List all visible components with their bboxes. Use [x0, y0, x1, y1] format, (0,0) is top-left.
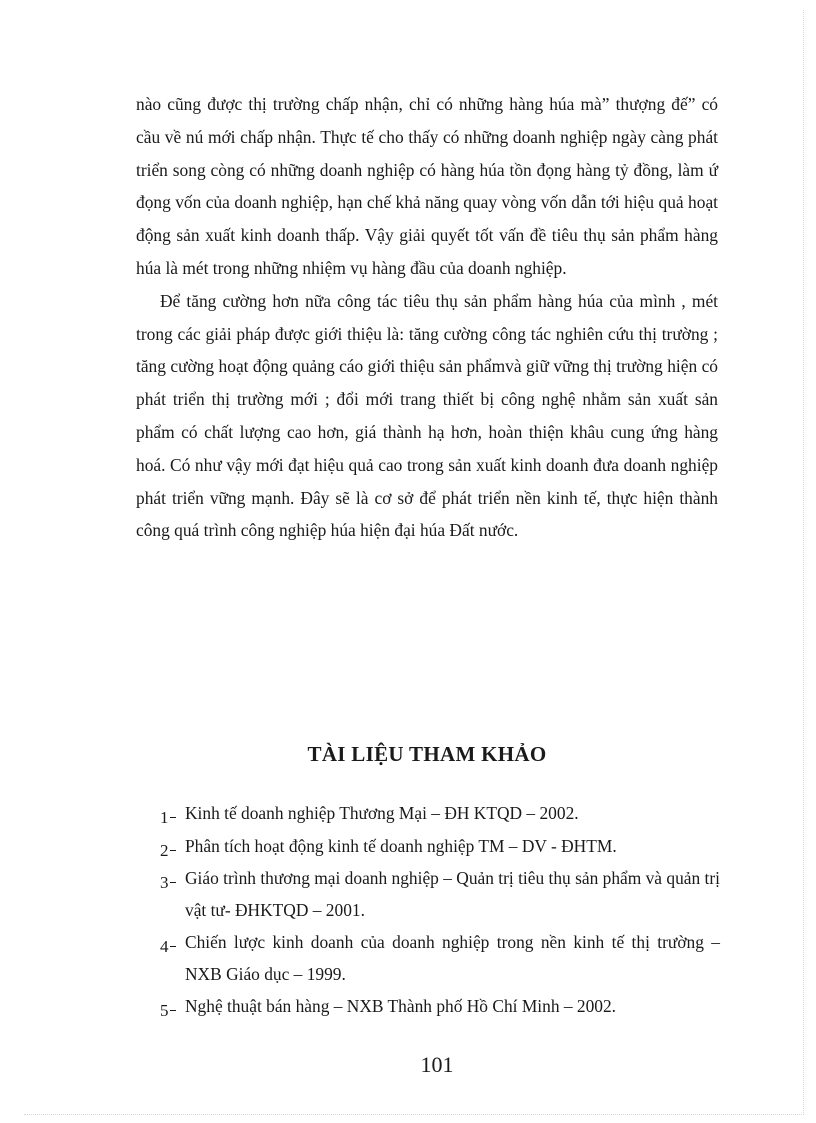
page-edge-right [803, 10, 804, 1115]
reference-number: 5 [160, 995, 176, 1027]
page-edge-bottom [24, 1114, 804, 1115]
reference-item [160, 798, 720, 830]
references-list [160, 798, 720, 1024]
reference-text: Chiến lược kinh doanh của doanh nghiệp trong nền kinh tế thị trường – NXB Giáo dục – 1999. [185, 932, 720, 984]
reference-item [160, 927, 720, 990]
references-heading: TÀI LIỆU THAM KHẢO [307, 742, 547, 766]
reference-number: 4 [160, 931, 176, 963]
reference-text: Nghệ thuật bán hàng – NXB Thành phố Hồ Chí Minh – 2002. [185, 996, 617, 1016]
reference-item [160, 831, 720, 863]
reference-number: 1 [160, 802, 176, 834]
reference-item [160, 991, 720, 1023]
paragraph: Để tăng cường hơn nữa công tác tiêu thụ sản phẩm hàng húa của mình , mét trong các giải pháp được giới thiệu là: tăng cường công tác nghiên cứu thị trường ; tăng cường hoạt động quảng cáo giới thiệu sản phẩmvà giữ vững thị trường hiện có phát triển thị trường mới ; đổi mới trang thiết bị công nghệ nhằm sản xuất sản phẩm có chất lượng cao hơn, giá thành hạ hơn, hoàn thiện khâu cung ứng hàng hoá. Có như vậy mới đạt hiệu quả cao trong sản xuất kinh doanh đưa doanh nghiệp phát triển vững mạnh. Đây sẽ là cơ sở để phát triển nền kinh tế, thực hiện thành công quá trình công nghiệp húa hiện đại húa Đất nước. [136, 290, 718, 541]
paragraph: nào cũng được thị trường chấp nhận, chỉ có những hàng húa mà” thượng đế” có cầu về nú mới chấp nhận. Thực tế cho thấy có những doanh nghiệp ngày càng phát triển song còng có những doanh nghiệp có hàng húa tồn đọng hàng tỷ đồng, làm ứ đọng vốn của doanh nghiệp, hạn chế khả năng quay vòng vốn dẫn tới hiệu quả hoạt động sản xuất kinh doanh thấp. Vậy giải quyết tốt vấn đề tiêu thụ sản phẩm hàng húa là mét trong những nhiệm vụ hàng đầu của doanh nghiệp. [136, 94, 718, 278]
body-text [136, 88, 718, 547]
reference-item [160, 863, 720, 926]
reference-number: 3 [160, 867, 176, 899]
reference-text: Phân tích hoạt động kinh tế doanh nghiệp TM – DV - ĐHTM. [185, 835, 617, 856]
page-number: 101 [420, 1052, 454, 1077]
reference-number: 2 [160, 835, 176, 867]
reference-text: Giáo trình thương mại doanh nghiệp – Quản trị tiêu thụ sản phẩm và quản trị vật tư- ĐHKTQD – 2001. [185, 868, 720, 920]
reference-text: Kinh tế doanh nghiệp Thương Mại – ĐH KTQD – 2002. [185, 803, 579, 823]
